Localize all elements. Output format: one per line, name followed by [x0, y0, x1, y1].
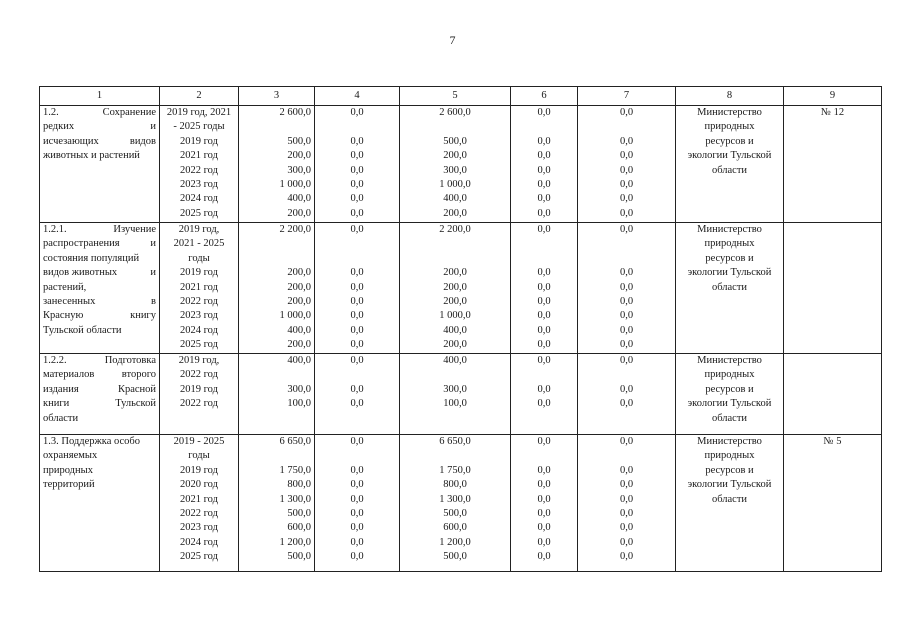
value-line: 200,0: [443, 207, 467, 219]
value-line: 0,0: [350, 281, 364, 293]
total-cell: [239, 223, 315, 354]
value-line: 0,0: [350, 522, 364, 534]
value-line: 0,0: [619, 398, 634, 410]
value-line: 100,0: [443, 398, 467, 410]
local-cell: [511, 435, 578, 572]
value-line: 0,0: [350, 398, 364, 410]
executor-line: ресурсов и: [705, 464, 754, 476]
value-line: 6 650,0: [279, 436, 311, 447]
value-line: 0,0: [537, 508, 551, 520]
value-line: 0,0: [537, 193, 551, 205]
value-line: 0,0: [619, 207, 634, 219]
measure-description: [40, 435, 160, 572]
value-line: [514, 449, 574, 463]
federal-cell: [315, 106, 400, 223]
value-line: 0,0: [350, 355, 364, 366]
value-line: [403, 449, 507, 463]
value-line: 0,0: [350, 464, 364, 476]
value-line: 0,0: [537, 493, 551, 505]
value-line: 200,0: [287, 296, 311, 308]
value-line: 500,0: [443, 508, 467, 520]
measure-description: [40, 106, 160, 223]
period-line: 2023 год: [180, 179, 218, 191]
value-line: 200,0: [287, 267, 311, 279]
value-line: 200,0: [443, 150, 467, 162]
value-line: [403, 252, 507, 266]
period-line: годы: [188, 252, 210, 264]
executor-line: экологии Тульской: [687, 150, 772, 162]
value-line: 0,0: [537, 310, 551, 322]
value-line: 1 200,0: [439, 536, 471, 548]
value-line: 1 750,0: [279, 464, 311, 476]
description-line: территорий: [43, 479, 95, 491]
measure-description: [40, 223, 160, 354]
value-line: [581, 237, 672, 251]
value-line: 200,0: [287, 150, 311, 162]
value-line: 200,0: [287, 339, 311, 351]
indicator-cell: [784, 223, 882, 354]
value-line: 500,0: [287, 551, 311, 563]
value-line: 0,0: [619, 107, 634, 118]
value-line: 0,0: [537, 296, 551, 308]
col-header-4: 4: [315, 87, 400, 106]
total-cell: [239, 354, 315, 435]
value-line: 0,0: [619, 508, 634, 520]
value-line: [242, 252, 311, 266]
value-line: 0,0: [350, 508, 364, 520]
value-line: 0,0: [537, 207, 551, 219]
value-line: [242, 237, 311, 251]
executor-line: ресурсов и: [705, 252, 754, 264]
value-line: [403, 368, 507, 382]
period-line: 2021 год: [180, 493, 218, 505]
value-line: 0,0: [537, 383, 551, 395]
value-line: 0,0: [350, 436, 364, 447]
description-line: 1.2. Сохранение: [43, 107, 156, 118]
value-line: [318, 120, 396, 134]
other-cell: [578, 435, 676, 572]
description-line: занесенных в: [43, 296, 156, 308]
measure-description: [40, 354, 160, 435]
value-line: 400,0: [443, 324, 467, 336]
executor-cell: [676, 435, 784, 572]
executor-line: экологии Тульской: [687, 398, 772, 410]
value-line: 0,0: [350, 207, 364, 219]
value-line: 0,0: [350, 224, 364, 235]
period-line: 2022 год: [180, 296, 218, 308]
value-line: 800,0: [443, 479, 467, 491]
value-line: 200,0: [287, 281, 311, 293]
program-table: [39, 86, 882, 572]
period-line: 2023 год: [180, 522, 218, 534]
executor-cell: [676, 354, 784, 435]
value-line: 2 600,0: [439, 107, 471, 118]
value-line: 0,0: [537, 135, 551, 147]
value-line: 400,0: [287, 355, 311, 366]
value-line: 0,0: [619, 493, 634, 505]
executor-line: ресурсов и: [705, 135, 754, 147]
value-line: 300,0: [443, 383, 467, 395]
value-line: 0,0: [350, 193, 364, 205]
value-line: 1 000,0: [279, 179, 311, 191]
period-line: 2019 год: [180, 464, 218, 476]
header-row: [40, 87, 882, 106]
value-line: 0,0: [619, 135, 634, 147]
period-line: 2022 год: [180, 398, 218, 410]
period-line: 2022 год: [180, 164, 218, 176]
value-line: 0,0: [537, 324, 551, 336]
value-line: 0,0: [537, 536, 551, 548]
description-line: животных и растений: [43, 150, 140, 162]
period-cell: [160, 223, 239, 354]
executor-cell: [676, 223, 784, 354]
description-line: 1.2.2. Подготовка: [43, 355, 156, 366]
executor-line: области: [711, 493, 748, 505]
period-line: 2021 год: [180, 281, 218, 293]
value-line: 0,0: [537, 267, 551, 279]
value-line: [403, 237, 507, 251]
description-line: исчезающих видов: [43, 135, 156, 147]
value-line: 0,0: [350, 324, 364, 336]
value-line: 0,0: [619, 551, 634, 563]
col-header-2: 2: [160, 87, 239, 106]
description-line: издания Красной: [43, 383, 156, 395]
table-row: [40, 106, 882, 223]
description-line: редких и: [43, 121, 156, 133]
regional-cell: [400, 354, 511, 435]
value-line: 0,0: [619, 464, 634, 476]
value-line: 0,0: [350, 150, 364, 162]
executor-line: области: [711, 412, 748, 424]
value-line: 0,0: [350, 310, 364, 322]
period-line: 2019 год: [180, 135, 218, 147]
description-line: 1.2.1. Изучение: [43, 224, 156, 235]
total-cell: [239, 435, 315, 572]
value-line: 0,0: [350, 536, 364, 548]
value-line: [318, 449, 396, 463]
local-cell: [511, 106, 578, 223]
table-row: [40, 435, 882, 572]
value-line: 0,0: [619, 436, 634, 447]
value-line: 600,0: [443, 522, 467, 534]
period-line: 2019 год,: [178, 224, 220, 235]
other-cell: [578, 354, 676, 435]
indicator-ref: № 5: [823, 436, 842, 447]
period-line: 2022 год: [180, 508, 218, 520]
description-line: материалов второго: [43, 369, 156, 381]
value-line: 200,0: [287, 207, 311, 219]
executor-cell: [676, 106, 784, 223]
value-line: 1 000,0: [439, 179, 471, 191]
period-cell: [160, 435, 239, 572]
value-line: 0,0: [537, 398, 551, 410]
table-row: [40, 223, 882, 354]
col-header-5: 5: [400, 87, 511, 106]
value-line: 0,0: [537, 107, 551, 118]
period-line: 2020 год: [180, 479, 218, 491]
col-header-6: 6: [511, 87, 578, 106]
value-line: 2 200,0: [279, 224, 311, 235]
description-line: Тульской области: [43, 324, 122, 336]
description-line: природных: [43, 464, 93, 476]
value-line: [318, 252, 396, 266]
executor-line: области: [711, 164, 748, 176]
period-line: 2019 год,: [178, 355, 220, 366]
executor-line: Министерство: [697, 224, 762, 235]
period-line: годы: [188, 450, 210, 462]
value-line: [514, 120, 574, 134]
value-line: [318, 368, 396, 382]
value-line: 1 750,0: [439, 464, 471, 476]
executor-line: Министерство: [697, 355, 762, 366]
value-line: 0,0: [619, 479, 634, 491]
value-line: 0,0: [619, 310, 634, 322]
value-line: 1 300,0: [439, 493, 471, 505]
value-line: 0,0: [350, 267, 364, 279]
period-line: 2021 - 2025: [173, 238, 225, 250]
description-line: распространения и: [43, 238, 156, 250]
value-line: [514, 368, 574, 382]
value-line: 200,0: [443, 267, 467, 279]
value-line: 0,0: [619, 355, 634, 366]
executor-line: области: [711, 281, 748, 293]
value-line: 0,0: [619, 224, 634, 235]
value-line: 400,0: [287, 324, 311, 336]
indicator-cell: [784, 106, 882, 223]
value-line: 0,0: [619, 150, 634, 162]
period-line: 2022 год: [180, 369, 218, 381]
value-line: 200,0: [443, 296, 467, 308]
value-line: 0,0: [537, 281, 551, 293]
value-line: [514, 252, 574, 266]
value-line: 600,0: [287, 522, 311, 534]
value-line: 400,0: [443, 193, 467, 205]
value-line: 100,0: [287, 398, 311, 410]
value-line: 0,0: [537, 150, 551, 162]
period-line: 2024 год: [180, 193, 218, 205]
value-line: 2 200,0: [439, 224, 471, 235]
value-line: [242, 120, 311, 134]
value-line: 0,0: [350, 296, 364, 308]
period-line: 2019 год: [180, 267, 218, 279]
value-line: 200,0: [443, 339, 467, 351]
value-line: 0,0: [619, 281, 634, 293]
period-line: - 2025 годы: [173, 121, 225, 133]
executor-line: Министерство: [697, 107, 762, 118]
period-cell: [160, 106, 239, 223]
value-line: 0,0: [619, 267, 634, 279]
value-line: 0,0: [350, 383, 364, 395]
regional-cell: [400, 106, 511, 223]
value-line: 0,0: [537, 522, 551, 534]
value-line: 0,0: [350, 479, 364, 491]
value-line: 6 650,0: [439, 436, 471, 447]
executor-line: экологии Тульской: [687, 479, 772, 491]
period-line: 2019 год: [180, 383, 218, 395]
value-line: 0,0: [537, 339, 551, 351]
value-line: 300,0: [287, 383, 311, 395]
value-line: [581, 120, 672, 134]
executor-line: природных: [704, 238, 755, 250]
value-line: 0,0: [537, 179, 551, 191]
description-line: книги Тульской: [43, 398, 156, 410]
description-line: 1.3. Поддержка особо: [43, 436, 140, 447]
value-line: 200,0: [443, 281, 467, 293]
total-cell: [239, 106, 315, 223]
value-line: 0,0: [619, 383, 634, 395]
period-line: 2021 год: [180, 150, 218, 162]
value-line: 0,0: [350, 493, 364, 505]
value-line: 500,0: [443, 551, 467, 563]
value-line: 0,0: [619, 536, 634, 548]
col-header-3: 3: [239, 87, 315, 106]
value-line: [318, 237, 396, 251]
value-line: 0,0: [619, 296, 634, 308]
indicator-cell: [784, 354, 882, 435]
indicator-cell: [784, 435, 882, 572]
value-line: 0,0: [619, 179, 634, 191]
value-line: 500,0: [287, 135, 311, 147]
federal-cell: [315, 223, 400, 354]
period-line: 2019 - 2025: [173, 436, 225, 447]
regional-cell: [400, 435, 511, 572]
value-line: 0,0: [619, 339, 634, 351]
value-line: 300,0: [443, 164, 467, 176]
table-row: [40, 354, 882, 435]
col-header-1: 1: [40, 87, 160, 106]
value-line: 300,0: [287, 164, 311, 176]
value-line: 0,0: [537, 436, 551, 447]
description-line: видов животных и: [43, 267, 156, 279]
value-line: 0,0: [537, 355, 551, 366]
local-cell: [511, 354, 578, 435]
description-line: охраняемых: [43, 450, 98, 462]
value-line: 0,0: [619, 164, 634, 176]
period-line: 2024 год: [180, 536, 218, 548]
value-line: 0,0: [537, 464, 551, 476]
value-line: 0,0: [619, 522, 634, 534]
value-line: 0,0: [350, 164, 364, 176]
value-line: 0,0: [537, 164, 551, 176]
col-header-7: 7: [578, 87, 676, 106]
description-line: состояния популяций: [43, 252, 140, 264]
value-line: 0,0: [537, 479, 551, 491]
value-line: 1 300,0: [279, 493, 311, 505]
description-line: области: [43, 412, 79, 424]
executor-line: Министерство: [697, 436, 762, 447]
value-line: 1 200,0: [279, 536, 311, 548]
value-line: [242, 449, 311, 463]
value-line: 0,0: [537, 551, 551, 563]
value-line: 0,0: [350, 107, 364, 118]
indicator-ref: № 12: [820, 107, 845, 118]
value-line: [581, 368, 672, 382]
executor-line: ресурсов и: [705, 383, 754, 395]
other-cell: [578, 106, 676, 223]
period-line: 2025 год: [180, 551, 218, 563]
executor-line: экологии Тульской: [687, 267, 772, 279]
period-line: 2025 год: [180, 207, 218, 219]
value-line: 800,0: [287, 479, 311, 491]
period-line: 2023 год: [180, 310, 218, 322]
regional-cell: [400, 223, 511, 354]
value-line: 1 000,0: [279, 310, 311, 322]
page-number: 7: [449, 33, 456, 47]
local-cell: [511, 223, 578, 354]
value-line: 400,0: [287, 193, 311, 205]
value-line: 500,0: [287, 508, 311, 520]
executor-line: природных: [704, 121, 755, 133]
value-line: 400,0: [443, 355, 467, 366]
federal-cell: [315, 435, 400, 572]
period-line: 2024 год: [180, 324, 218, 336]
indicator-ref: [787, 354, 878, 368]
value-line: [514, 237, 574, 251]
value-line: 0,0: [350, 179, 364, 191]
description-line: Красную книгу: [43, 310, 156, 322]
period-cell: [160, 354, 239, 435]
value-line: 0,0: [350, 339, 364, 351]
value-line: 0,0: [537, 224, 551, 235]
value-line: [403, 120, 507, 134]
col-header-9: 9: [784, 87, 882, 106]
value-line: 0,0: [619, 324, 634, 336]
description-line: растений,: [43, 281, 87, 293]
value-line: 2 600,0: [279, 107, 311, 118]
value-line: [581, 449, 672, 463]
period-line: 2025 год: [180, 339, 218, 351]
executor-line: природных: [704, 369, 755, 381]
period-line: 2019 год, 2021: [166, 107, 232, 118]
value-line: 0,0: [619, 193, 634, 205]
value-line: [242, 368, 311, 382]
value-line: [581, 252, 672, 266]
value-line: 500,0: [443, 135, 467, 147]
value-line: 0,0: [350, 551, 364, 563]
value-line: 1 000,0: [439, 310, 471, 322]
col-header-8: 8: [676, 87, 784, 106]
executor-line: природных: [704, 450, 755, 462]
indicator-ref: [787, 223, 878, 237]
other-cell: [578, 223, 676, 354]
value-line: 0,0: [350, 135, 364, 147]
federal-cell: [315, 354, 400, 435]
